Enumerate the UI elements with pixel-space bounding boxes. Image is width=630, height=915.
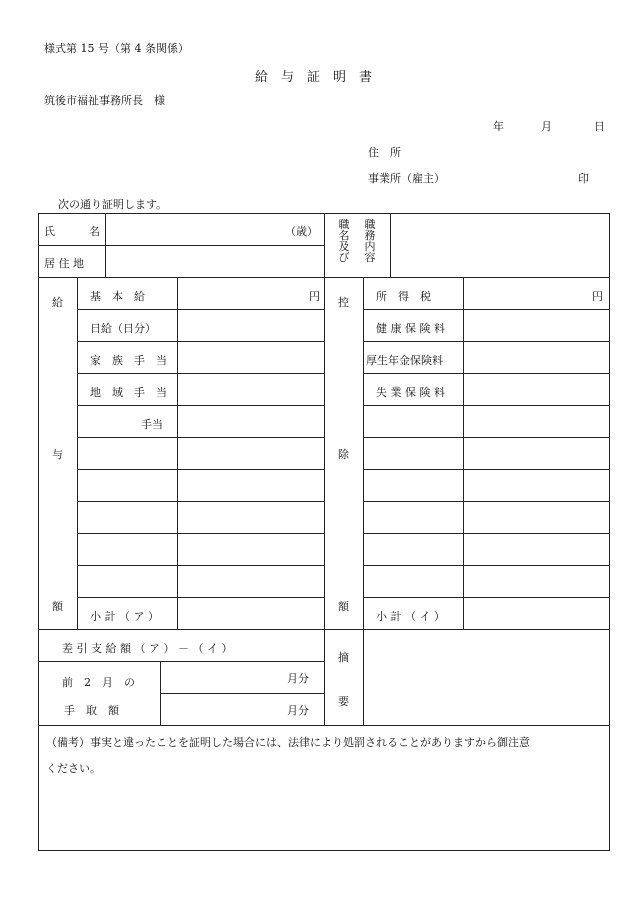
pay-row-daily: 日給（日分）: [90, 322, 156, 335]
rule: [363, 373, 610, 374]
remarks-label-1: 摘: [338, 651, 349, 664]
month-unit-1: 月分: [287, 672, 309, 685]
employer-label: 事業所（雇主）: [368, 172, 445, 185]
pay-section-bottom: 額: [52, 600, 63, 613]
name-label-1: 氏: [44, 225, 55, 238]
rule: [77, 341, 324, 342]
job-label-char: 職: [338, 218, 350, 231]
pay-section-mid: 与: [52, 448, 63, 461]
form-number: 様式第 15 号（第 4 条関係）: [44, 42, 189, 55]
job-label-col2: [364, 219, 376, 263]
note-line-1: （備考）事実と違ったことを証明した場合には、法律により処罰されることがありますから御注意: [46, 736, 530, 749]
date-year-label: 年: [493, 120, 504, 133]
job-label-col1: [338, 219, 350, 263]
rule: [38, 725, 610, 726]
recipient: 筑後市福祉事務所長 様: [44, 94, 165, 107]
seal-mark: 印: [578, 172, 589, 185]
rule: [160, 693, 324, 694]
pay-row-regional: 地 域 手 当: [90, 386, 167, 399]
pay-section-top: 給: [52, 296, 63, 309]
rule: [77, 277, 78, 629]
name-field[interactable]: [108, 217, 278, 241]
rule: [77, 469, 324, 470]
rule: [363, 405, 610, 406]
rule: [463, 277, 464, 629]
rule: [77, 373, 324, 374]
job-label-char: 職: [364, 218, 376, 231]
pay-unit-yen: 円: [309, 290, 320, 303]
net-pay-label: 差 引 支 給 額 （ ア ） － （ イ ）: [62, 642, 233, 655]
deduction-row-health: 健 康 保 険 料: [376, 322, 445, 335]
rule: [38, 245, 324, 246]
deduction-section-top: 控: [338, 296, 349, 309]
page-title: 給 与 証 明 書: [255, 70, 373, 85]
rule: [177, 277, 178, 629]
rule: [363, 501, 610, 502]
pay-row-base: 基 本 給: [90, 290, 145, 303]
rule: [77, 533, 324, 534]
name-label-2: 名: [89, 225, 100, 238]
note-line-2: ください。: [46, 762, 101, 775]
job-label-char: 内: [364, 240, 376, 253]
pay-row-family: 家 族 手 当: [90, 354, 167, 367]
residence-field[interactable]: [108, 249, 320, 273]
rule: [363, 533, 610, 534]
rule: [363, 277, 364, 725]
rule: [77, 405, 324, 406]
job-label-char: び: [338, 251, 350, 264]
rule: [160, 661, 161, 725]
pay-subtotal: 小 計 （ ア ）: [90, 610, 159, 623]
rule: [77, 597, 324, 598]
date-day-label: 日: [594, 120, 605, 133]
rule: [363, 597, 610, 598]
job-label-char: 名: [338, 229, 350, 242]
deduction-row-income-tax: 所 得 税: [376, 290, 431, 303]
rule: [77, 565, 324, 566]
intro-text: 次の通り証明します。: [58, 198, 168, 211]
rule: [363, 309, 610, 310]
rule: [324, 213, 325, 277]
job-label-char: 務: [364, 229, 376, 242]
remarks-field[interactable]: [367, 633, 605, 721]
rule: [77, 437, 324, 438]
prev-takehome-label-1: 前 2 月 の: [62, 676, 135, 689]
job-label-char: 容: [364, 251, 376, 264]
address-label: 住 所: [368, 146, 401, 159]
rule: [77, 501, 324, 502]
remarks-label-2: 要: [338, 695, 349, 708]
rule: [38, 213, 39, 851]
rule: [390, 213, 391, 277]
date-month-label: 月: [541, 120, 552, 133]
job-field[interactable]: [394, 217, 604, 273]
rule: [105, 213, 106, 277]
rule: [77, 309, 324, 310]
deduction-unit-yen: 円: [592, 290, 603, 303]
deduction-subtotal: 小 計 （ イ ）: [376, 610, 445, 623]
rule: [363, 565, 610, 566]
residence-label: 居 住 地: [44, 257, 84, 270]
rule: [363, 341, 610, 342]
rule: [38, 661, 324, 662]
rule: [363, 437, 610, 438]
age-unit: （歳）: [285, 225, 318, 238]
job-label-char: 及: [338, 240, 350, 253]
prev-takehome-label-2: 手 取 額: [64, 704, 119, 717]
deduction-section-mid: 除: [338, 448, 349, 461]
pay-row-allowance: 手当: [141, 418, 163, 431]
rule: [324, 277, 325, 725]
deduction-row-unemployment: 失 業 保 険 料: [376, 386, 445, 399]
month-unit-2: 月分: [287, 704, 309, 717]
rule: [38, 850, 610, 851]
rule: [363, 469, 610, 470]
deduction-row-pension: 厚生年金保険料: [366, 354, 443, 367]
deduction-section-bottom: 額: [338, 600, 349, 613]
